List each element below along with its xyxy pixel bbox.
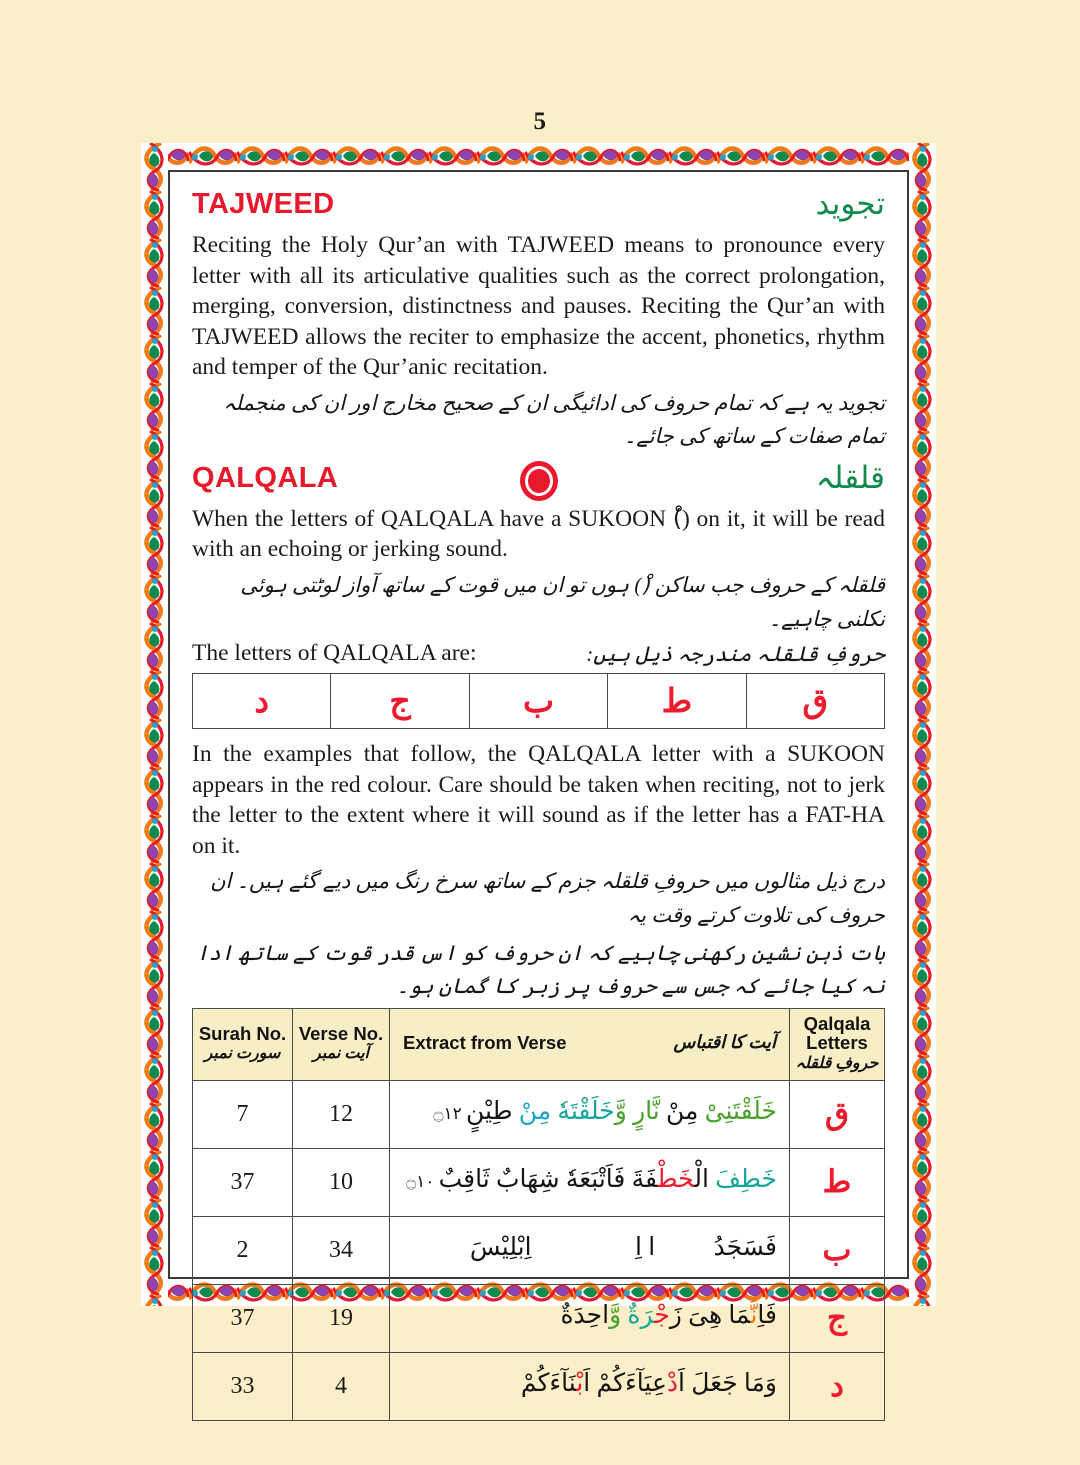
verse-segment: اِبْ [517,1234,532,1262]
column-header-extract-en: Extract from Verse [403,1032,567,1054]
cell-qalqala-letter: د [790,1352,885,1420]
verse-segment: نَّ [750,1302,758,1330]
column-header-verse-en: Verse No. [298,1022,384,1044]
cell-verse-number: 4 [293,1352,390,1420]
page-content [168,170,909,1404]
verse-segment: خَطْ [657,1166,695,1194]
verse-segment: عِیَآءَكُمْ اَ [583,1370,667,1398]
column-header-extract [390,1008,790,1080]
verse-segment: رَةٌ [627,1302,655,1330]
verse-segment: ثَاقِبٌ [438,1166,496,1194]
cell-surah-number: 37 [193,1148,293,1216]
cell-verse-number: 12 [293,1080,390,1148]
ayah-marker: ۝۱۲ [433,1104,467,1124]
cell-qalqala-letter: ق [790,1080,885,1148]
cell-verse-extract [390,1080,790,1148]
column-header-surah [193,1008,293,1080]
column-header-surah-ur: سورت نمبر [204,1045,281,1063]
table-row [193,1216,885,1284]
ayah-marker: ۝۱۰ [406,1172,439,1192]
qalqala-letter-cell: د [193,674,331,729]
tajweed-heading-ur: تجوید [815,186,885,221]
qalqala-examples-table [192,1008,885,1421]
column-header-letters-en-line1: Qalqala [803,1012,871,1034]
verse-segment: خَطِفَ [715,1166,777,1194]
qalqala-note-en: In the examples that follow, the QALQALA letter with a SUKOON appears in the red colour. Care should be taken when reciting, not to jerk the letter to the extent where it will sound as if the letter has a FAT-HA on it. [192,741,885,859]
qalqala-definition-ur: قلقلہ کے حروف جب ساکن (ْ) ہوں تو ان میں قوت کے ساتھ آواز لوٹتی ہوئی نکلنی چاہیے۔ [240,573,885,631]
page-number: 5 [533,108,547,135]
tajweed-heading-en: TAJWEED [192,188,335,220]
column-header-verse-ur: آیت نمبر [313,1045,369,1063]
verse-segment: نَّارٍ [633,1098,660,1126]
verse-segment: دْ [666,1370,679,1398]
verse-segment: وَمَا جَعَلَ اَ [678,1370,777,1398]
verse-segment: جْ [654,1302,670,1330]
cell-verse-number: 34 [293,1216,390,1284]
tajweed-paragraph-ur: تجوید یہ ہے کہ تمام حروف کی ادائیگی ان کے صحیح مخارج اور ان کی منجملہ تمام صفات کے ساتھ کی جائے۔ [223,390,885,449]
verse-segment: فَسَجَدُوْۤا [648,1234,777,1262]
verse-segment: اِلَّاۤ [531,1234,649,1262]
cell-verse-extract [390,1352,790,1420]
verse-segment: نَآءَكُمْ [520,1370,577,1398]
qalqala-note-ur-line2: بات ذہن نشین رکھنی چاہیے کہ ان حروف کو اس قدر قوت کے ساتھ ادا نہ کیا جائے کہ جس سے حروف پر زبر کا گمان ہو۔ [196,940,885,999]
column-header-letters-ur: حروفِ قلقلہ [795,1054,879,1072]
column-header-surah-en: Surah No. [198,1022,287,1044]
qalqala-letters-table [192,673,885,729]
verse-segment: بْ [576,1370,584,1398]
cell-qalqala-letter: ب [790,1216,885,1284]
verse-segment: فَاَتْبَعَهٗ [559,1166,632,1194]
verse-segment: خَلَقْ [578,1098,615,1126]
table-row [193,674,885,729]
verse-segment: زَ [669,1302,682,1330]
qalqala-letter-cell: ق [746,674,884,729]
qalqala-heading-row [192,459,885,502]
qalqala-heading-en: QALQALA [192,461,339,494]
table-row [193,1148,885,1216]
verse-segment: لِیْسَ [469,1234,518,1262]
table-header-row [193,1008,885,1080]
red-circle-icon [520,461,558,501]
verse-segment: وَّ [609,1302,628,1330]
verse-segment: مِنْ [659,1098,705,1126]
table-row [193,1080,885,1148]
table-row [193,1352,885,1420]
qalqala-note-ur-line1: درج ذیل مثالوں میں حروفِ قلقلہ جزم کے ساتھ سرخ رنگ میں دیے گئے ہیں۔ ان حروف کی تلاوت کرتے وقت یہ [210,869,885,927]
cell-qalqala-letter: ط [790,1148,885,1216]
verse-segment: الْ [694,1166,716,1194]
cell-verse-extract [390,1148,790,1216]
column-header-letters-en-line2: Letters [806,1032,868,1054]
border-top-ornament [141,143,936,170]
verse-segment: طِیْنٍ [466,1098,513,1126]
qalqala-letters-label-en: The letters of QALQALA are: [192,640,477,667]
tajweed-paragraph-en: Reciting the Holy Qur’an with TAJWEED means to pronounce every letter with all its articulative qualities such as the correct prolongation, merging, conversion, distinctness and pauses. Reciting the Qur’an with TAJWEED allows the reciter to emphasize the accent, phonetics, rhythm and temper of the Qur’anic recitation. [192,232,885,381]
cell-surah-number: 2 [193,1216,293,1284]
qalqala-letter-cell: ب [469,674,607,729]
cell-surah-number: 37 [193,1284,293,1352]
verse-segment: مِنْ [512,1098,558,1126]
qalqala-heading-ur: قلقلہ [815,459,885,495]
cell-surah-number: 33 [193,1352,293,1420]
verse-segment: فَاِ [757,1302,777,1330]
border-right-ornament [909,143,936,1306]
cell-verse-number: 19 [293,1284,390,1352]
verse-segment: خَلَقْ [740,1098,777,1126]
verse-segment: مَا هِیَ [681,1302,751,1330]
qalqala-letter-cell: ط [608,674,746,729]
column-header-qalqala-letters [790,1008,885,1080]
cell-qalqala-letter: ج [790,1284,885,1352]
tajweed-heading-row [192,188,885,228]
column-header-verse [293,1008,390,1080]
qalqala-definition-en: When the letters of QALQALA have a SUKOON (ْ) on it, it will be read with an echoing or jerking sound. [192,505,885,563]
cell-verse-extract [390,1284,790,1352]
verse-segment: وَّ [614,1098,634,1126]
cell-verse-extract [390,1216,790,1284]
column-header-extract-ur: آیت کا اقتباس [673,1032,776,1053]
verse-segment: شِهَابٌ [495,1166,560,1194]
qalqala-letter-cell: ج [331,674,469,729]
cell-verse-number: 10 [293,1148,390,1216]
qalqala-letters-label-row [192,640,885,667]
verse-segment: تَهٗ [557,1098,579,1126]
examples-table-body [193,1080,885,1420]
qalqala-letters-label-ur: حروفِ قلقلہ مندرجہ ذیل ہیں: [586,642,885,667]
verse-segment: فَةَ [631,1166,658,1194]
verse-segment: احِدَةٌ [560,1302,610,1330]
verse-segment: تَنِیْ [704,1098,741,1126]
cell-surah-number: 7 [193,1080,293,1148]
border-left-ornament [141,143,168,1306]
table-row [193,1284,885,1352]
